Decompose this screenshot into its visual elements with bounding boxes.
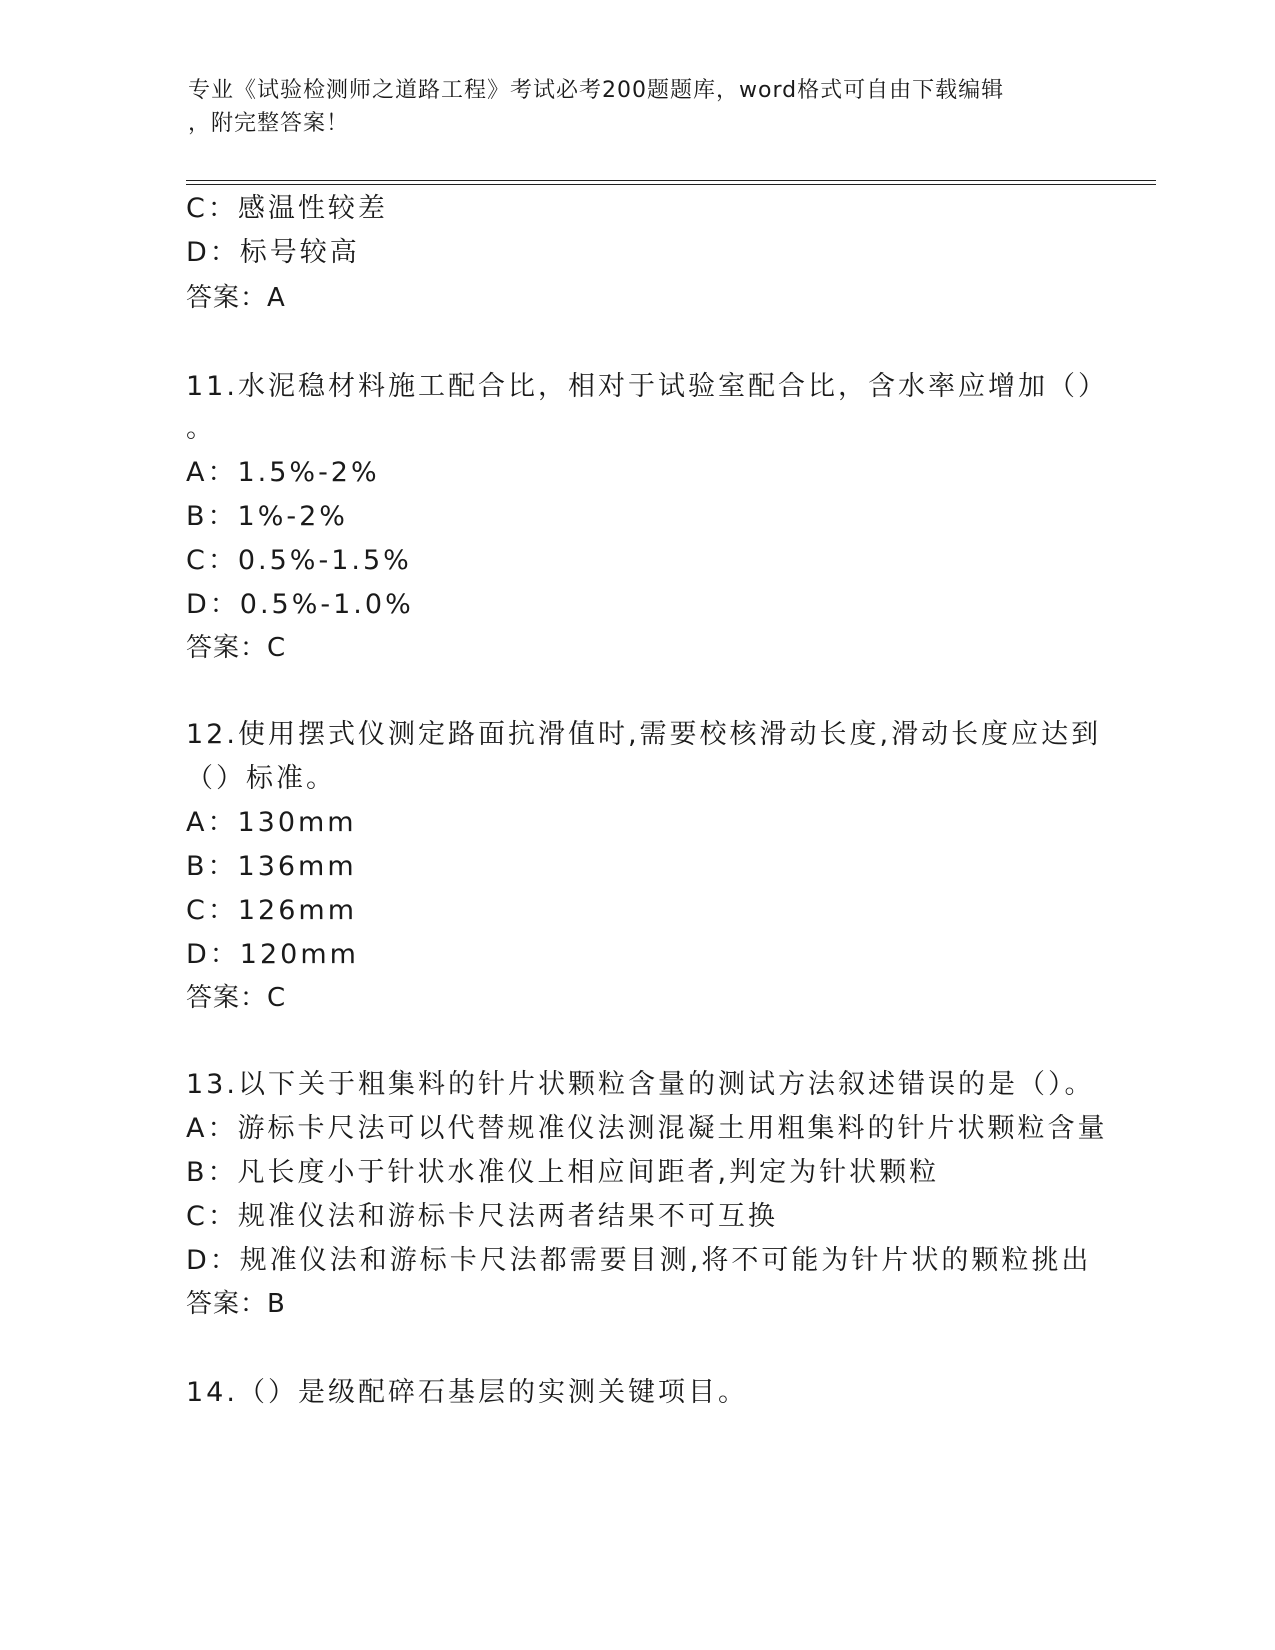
- q13-stem: 13.以下关于粗集料的针片状颗粒含量的测试方法叙述错误的是（）。: [186, 1069, 1095, 1100]
- q13-option-c: C：规准仪法和游标卡尺法两者结果不可互换: [186, 1201, 778, 1232]
- q13-option-d: D：规准仪法和游标卡尺法都需要目测,将不可能为针片状的颗粒挑出: [186, 1245, 1092, 1276]
- q12-option-b: B：136mm: [186, 851, 357, 882]
- q10-option-c: C：感温性较差: [186, 193, 388, 224]
- q11-stem-line2: 。: [186, 413, 216, 444]
- q13-option-a: A：游标卡尺法可以代替规准仪法测混凝土用粗集料的针片状颗粒含量: [186, 1113, 1108, 1144]
- q10-answer: 答案：A: [186, 283, 286, 313]
- q11-option-d: D：0.5%-1.0%: [186, 589, 414, 620]
- q10-option-d: D：标号较高: [186, 237, 360, 268]
- header-divider-bottom: [186, 184, 1156, 185]
- q11-option-a: A：1.5%-2%: [186, 457, 380, 488]
- q14-stem: 14.（）是级配碎石基层的实测关键项目。: [186, 1377, 748, 1408]
- q12-option-c: C：126mm: [186, 895, 357, 926]
- q12-option-a: A：130mm: [186, 807, 357, 838]
- q13-option-b: B：凡长度小于针状水准仪上相应间距者,判定为针状颗粒: [186, 1157, 940, 1188]
- q12-stem-line1: 12.使用摆式仪测定路面抗滑值时,需要校核滑动长度,滑动长度应达到: [186, 719, 1102, 750]
- q13-answer: 答案：B: [186, 1289, 286, 1319]
- q12-option-d: D：120mm: [186, 939, 359, 970]
- header-divider-top: [186, 180, 1156, 181]
- header-title-line2: ，附完整答案！: [188, 111, 350, 136]
- q12-stem-line2: （）标准。: [186, 763, 336, 794]
- q11-answer: 答案：C: [186, 633, 287, 663]
- q11-option-c: C：0.5%-1.5%: [186, 545, 412, 576]
- q11-stem-line1: 11.水泥稳材料施工配合比，相对于试验室配合比，含水率应增加（）: [186, 371, 1108, 402]
- q11-option-b: B：1%-2%: [186, 501, 348, 532]
- document-header: [188, 74, 1088, 140]
- q12-answer: 答案：C: [186, 983, 287, 1013]
- header-title-line1: 专业《试验检测师之道路工程》考试必考200题题库，word格式可自由下载编辑: [188, 78, 1005, 103]
